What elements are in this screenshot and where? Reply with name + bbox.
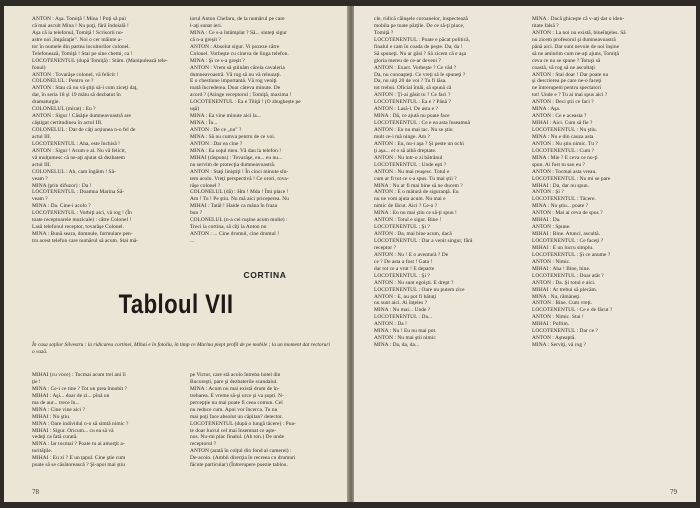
text-line: Da, nu cunoaşteţi. Ce vreţi să le spuneţi ? — [374, 71, 466, 78]
text-line: MIHAI : Ar trebui să plecăm. — [532, 286, 598, 293]
text-line: MIHAI : Da. — [532, 217, 561, 224]
text-line: toate receptoarele muzicale) : către Colonel ! — [32, 217, 132, 224]
text-line: LOCOTENENTUL : Nu mi se pare — [532, 175, 611, 182]
text-line: uşă) — [190, 106, 200, 113]
text-line: Colonel. Vorbeşte cu cineva de linga telefon. — [190, 50, 289, 57]
text-line: receptor ? — [374, 244, 396, 251]
text-line: ANTON : Nu sunt egoişti. E drept ? — [374, 279, 454, 286]
text-line: l-aţi sunat ieri. — [190, 22, 223, 29]
text-line: nimic de făcut. Aici ? Ce-o ? — [374, 203, 438, 210]
text-line: MINA : Da. Cine-i acolo ? — [32, 203, 91, 210]
page-number-right: 79 — [670, 488, 677, 496]
text-line: ANTON : Eu nu mai tac. Nu se ştiu — [374, 127, 453, 133]
text-line: Treci la cortina, să cîţi la Anton nu — [190, 224, 267, 231]
text-line: LOCOTENENTUL : Tăcere. — [532, 196, 596, 203]
text-line: MINA : Nu mai... Unde ? — [374, 307, 431, 314]
text-line: LOCOTENENTUL : Cum ? — [532, 147, 595, 154]
text-line: tot! Unde e ? Tu ai mai spus aici ? — [532, 92, 608, 99]
text-line: MINA : Să nu cumva pentru de ce voi. — [190, 133, 276, 140]
text-line: făcute particular) (Întrerupere poezie tablou. — [190, 462, 288, 469]
text-line: COLONELUL (n-a cei ruşine acum multe) : — [190, 217, 288, 224]
text-line: acord ? (Atinge receptorul ; Tomiţă, maxima ! — [190, 92, 292, 99]
text-line: MINA : Bună seara, domnule, formulare pen- — [32, 231, 133, 238]
text-line: Telefonează, Tomiţă ! Stai pe sine chemi, ca ! — [32, 50, 133, 57]
text-line: MIHAI (cu voce) : Tocmai acum trei ani îi — [32, 372, 126, 378]
text-line: nu ne vom ajuta acum. Nu mai e — [374, 196, 446, 203]
text-line: actul III. — [32, 161, 52, 168]
text-line: ANTON : Tovarăşe colonel, vă felicit ! — [32, 71, 119, 78]
text-line: iorul Anton Chefaru, de la numărul pe care — [190, 16, 285, 22]
text-line: spun. Ai fost tu sau eu ? — [532, 161, 585, 168]
text-line: LOCOTENENTUL : Doamna Marina Să- — [32, 189, 125, 196]
text-line: tot trebui. Oficial întâi, să spună că — [374, 85, 452, 92]
text-line: ANTON : E, nu pot fi bătuţi — [374, 293, 437, 300]
text-line: ANTON : Da. Şi totul e aici. — [532, 279, 596, 286]
text-line: ne întrerupem pentru spectatori — [532, 85, 602, 92]
text-line: ANTON : Aşa. Tomiţă ! Mina ! Poţi să pui — [32, 16, 126, 22]
text-line: MINA : Da, da, da... — [374, 342, 420, 349]
text-line: veam ? — [32, 175, 48, 182]
text-line: MINA : Iar tocmai ? Poate tu ai amorţit a- — [32, 441, 125, 448]
text-line: tor în numele din partea locuitorilor colonel. — [32, 43, 130, 50]
text-line: veam ? — [32, 196, 48, 203]
text-line: ANTON : Deci ştii ce faci ? — [532, 99, 594, 106]
text-line: ANTON : Vrem să ştiinăm căreia cavaleria — [190, 64, 285, 71]
text-line: Tomiţă ? — [374, 29, 394, 36]
text-line: LOCOTENENTUL : Ce e ea asta înseamnă — [374, 120, 470, 127]
text-line: MIHAI : Da, dar nu spun. — [532, 182, 590, 189]
text-line: mult ce-i mă ninge. Am ? — [374, 133, 430, 140]
text-line: MIHAI (răspuns) : Tovarăşe, eu... eu nu... — [190, 154, 283, 161]
text-line: ANTON : Da, mai bine acum, dacă — [374, 231, 452, 238]
text-line: actul III. — [32, 133, 52, 140]
text-line: MIHAI : Bine. Atunci, ascultă. — [532, 231, 601, 238]
text-line: LOCOTENENTUL : Ea e Tiliţă ! (O zbughește pe — [190, 99, 301, 106]
text-line: MINA : Ce-i ce tine ? Tot un prea înnobit ? — [32, 385, 128, 392]
text-line: nu servim de protecţia dumneavoastră. — [190, 161, 276, 168]
text-line: MIHAI : Aşi... doar de zi... pînă un — [32, 392, 110, 399]
left-page — [4, 6, 348, 502]
tablou-title: Tabloul VII — [118, 289, 234, 319]
text-line: ANTON : ... Cine drumul, cine drumul ! — [190, 231, 280, 238]
text-line: MINA : Serviţi, vă rog ? — [532, 342, 586, 349]
text-line: ANTON : Da ! — [374, 321, 407, 328]
text-line: ANTON : Spune. — [532, 224, 571, 231]
text-line: răşe colonel ? — [190, 182, 221, 189]
text-line: ANTON : Dar ea cine ? — [190, 140, 243, 147]
text-line: ANTON : Stai doar ! Dar poate nu — [532, 71, 609, 78]
text-line: MIHAI : Poftim. — [532, 321, 570, 328]
text-line: mobila pe toate părţile. De ce să-ţi place, — [374, 22, 465, 29]
text-line: MINA : Dacă ghiceşte că v-aţi dat o iden- — [532, 16, 625, 22]
text-line: LOCOTENENTUL : Aha, este închisă ! — [32, 140, 121, 147]
text-line: bun ? — [190, 210, 203, 217]
text-line: LOCOTENENTUL : Doar atât ? — [532, 272, 604, 279]
text-line: tru acest telefon care numărul să acum. Stai mă- — [32, 238, 139, 244]
left-page-column-1 — [32, 16, 182, 266]
text-line: ANTON : Bine. Cum vreţi. — [532, 300, 593, 307]
text-line: tem acolo. Vreţi perspectivă ! Ce orori, tova- — [190, 175, 289, 182]
cortina-heading: CORTINA — [243, 270, 287, 280]
left-page-bottom-column-1 — [32, 372, 182, 468]
text-line: LOCOTENENTUL : Vorbiţi aici, vă rog ! (În — [32, 210, 132, 217]
text-line: LOCOTENENTUL : Ea e ? Până ? — [374, 99, 451, 106]
text-line: LOCOTENENTUL : Da... — [374, 314, 433, 321]
text-line: ANTON : Ce e aceasta ? — [532, 113, 587, 120]
text-line: LOCOTENENTUL : Ce faceţi ? — [532, 238, 604, 244]
text-line: Să spuneţi. Nu ar găsi ? Să zicem că e aşa — [374, 50, 467, 57]
text-line: ANTON : Sigur ! Acum e al. Nu vă felicit, — [32, 147, 127, 154]
stage-directions: În casa soţilor Silvestru : la ridicarea cortinei, Mihai e în fotoliu, în timp ce Marina piept profil de pe mobile ; la un moment dat rectoruri o vază. — [32, 342, 330, 355]
text-line: ţi aşa... el o să aibă dreptate. — [374, 147, 437, 154]
text-line: MIHAI : Sigur. Oricum... cu ea să vă — [32, 427, 114, 434]
text-line: COLONELUL : Pentru ce ? — [32, 78, 94, 85]
text-line: ANTON : Totul e sigur. Bine ! — [374, 217, 442, 224]
text-line: nu sunt aici. Ai înţeles ? — [374, 300, 428, 307]
text-line: fonul) — [32, 64, 46, 71]
text-line: Am ! Tu ! Pe ştiu. Nu mă aici priceperea. Nu — [190, 196, 289, 203]
text-line: finalul e cam în coada de peşte. Da, da ! — [374, 43, 463, 50]
text-line: ţie ! — [32, 378, 41, 385]
text-line: câştigat certitudinea în actul III. — [32, 120, 103, 127]
text-line: E o chestiune importantă. Vă rog veniţi — [190, 78, 277, 85]
text-line: trebarea. E vreme să-şi urce şi va șopti. N- — [190, 392, 284, 399]
text-line: mai poţi face absolut un căpitan? detector. — [190, 413, 284, 420]
text-line: ma de aur... trece în... — [32, 399, 80, 406]
text-line: titate falsă ? — [532, 22, 559, 29]
text-line: ... — [190, 238, 195, 244]
text-line: şi descrierea pe care ne-o faceţi — [532, 78, 602, 85]
left-page-column-2 — [190, 16, 340, 244]
text-line: Lasă telefonul receptor, tovarăşe Colonel. — [32, 224, 124, 231]
text-line: ANTON : Nu mai reuşesc. Totul e — [374, 168, 450, 175]
text-line: ANTON : Mai ai ceva de spus ? — [532, 210, 603, 217]
right-page-column-1 — [374, 16, 526, 482]
text-line: MINA : Nu ştiu... poate ? — [532, 203, 589, 210]
text-line: MIHAI : E un lucru simplu. — [532, 244, 594, 251]
text-line: coastă, vă rog să ne ascultaţi — [532, 64, 595, 71]
text-line: COLONELUL (mirat) : Eu ? — [32, 106, 96, 113]
text-line: LOCOTENENTUL : Şi ce anume ? — [532, 251, 611, 258]
text-line: ANTON : De ce „nu" ? — [190, 127, 242, 133]
text-line: LOCOTENENTUL (după o lungă tăcere) : Poa- — [190, 420, 296, 427]
text-line: MINA : Oare individul n-o să simtă nimic ? — [32, 420, 129, 427]
text-line: ANTON : Lasă-l. De asta e ? — [374, 106, 438, 113]
text-line: MINA : Nu ar fi mai bine să ne ducem ? — [374, 182, 463, 189]
right-page-column-2 — [532, 16, 684, 482]
text-line: MINA : Ea vine minute aici la... — [190, 113, 261, 120]
text-line: dar, în seria 18 şi 19 mătu să dezbatut în — [32, 92, 121, 99]
text-line: gloria mereu de ce-ar deveni ? — [374, 57, 441, 64]
text-line: cle, ridică căluşele coroanelor, inspectează — [374, 16, 468, 22]
text-line: MIHAI : Eu zi ? E un ţapul. Cine ştie cum — [32, 455, 126, 462]
text-line: dar tot ce a vrut ! E departe — [374, 265, 435, 272]
text-line: torităţile. — [32, 448, 53, 455]
text-line: ANTON : Nu ! E o aventură ? De — [374, 251, 449, 258]
text-line: MINA : Nu e din cauza asta — [532, 133, 594, 140]
text-line: MINA : Acum nu mai există drum de în- — [190, 385, 280, 392]
text-line: MIHAI : Aha ! Bine, bine. — [532, 265, 591, 272]
text-line: De-acolo. (Ambii direcţia în recreea cu drumuri — [190, 455, 296, 462]
text-line: ANTON : Absolut sigur. Vi pozeze către — [190, 43, 280, 50]
text-line: ANTON : Şi ? — [532, 189, 564, 196]
text-line: LOCOTENENTUL (după Tomiţă) : Stăm. (Manipulează tele- — [32, 57, 168, 64]
text-line: COLONELUL : Dar de câţi acţiunea n-o fel de — [32, 127, 136, 133]
text-line: nu zicem profesorul şi dumneavoastră — [532, 36, 616, 43]
text-line: receptorul ? — [190, 441, 217, 448]
text-line: percepţie nu mai poate fi ceea comun. Cel — [190, 399, 283, 406]
text-line: ANTON : Exact. Vorbeşte ? Ce văd ? — [374, 64, 457, 71]
text-line: că n-a greşit ? — [190, 36, 221, 43]
text-line: MIHAI : Aici. Cum să fie ? — [532, 120, 593, 127]
text-line: COLONELUL : Ah, cam îngăim ! Să- — [32, 168, 116, 175]
text-line: dumneavoastră. Vă rog să nu vă rehuzaţi. — [190, 71, 282, 78]
text-line: Da, nu uiţi 20 de voi ? Tu fi lăsa. — [374, 78, 447, 85]
text-line: cum ar fi tot ce s-a spus. Tu mai știi ? — [374, 175, 457, 182]
text-line: LOCOTENENTUL : Dar a venit singur, fără — [374, 238, 473, 244]
text-line: LOCOTENENTUL : Nu ştiu. — [532, 127, 598, 133]
text-line: că mai ascult Mina ! Nu poţi, fără îndoială ! — [32, 22, 129, 29]
text-line: ANTON : E o mătură de siguranţă. Eu — [374, 189, 459, 196]
text-line: ANTON (arată în colţul din fond al camerei) : — [190, 448, 292, 455]
text-line: dramaturgie. — [32, 99, 60, 106]
text-line: MINA : Ce s-a întâmplat ? Să... sinteţi sigur — [190, 29, 288, 36]
text-line: ANTON : Nimic. — [532, 258, 571, 265]
left-page-bottom-column-2 — [190, 372, 340, 468]
text-line: ANTON : Nu ştiu nimic. Tu ? — [532, 140, 598, 147]
text-line: ANTON : Sigur ! Căsăţie dumneavoastră are — [32, 113, 131, 120]
text-line: MINA (prin difuzor) : Da ! — [32, 182, 92, 189]
text-line: toată încrederea. Doar câteva minute. De — [190, 85, 281, 92]
text-line: ANTON : Nu intr-o zi bătrânul — [374, 154, 443, 161]
text-line: MINA : Mie ? E ceva ce nu-ţi — [532, 154, 598, 161]
text-line: MINA : Şi ce s-a greşit ? — [190, 57, 245, 64]
text-line: MINA : Dă, ce ajută nu poate face — [374, 113, 450, 120]
text-line: MIHAI : Tatăl ! Haide ca mâna în fraza — [190, 203, 278, 210]
open-book — [4, 6, 696, 502]
text-line: ANTON : Ţi-ai găsit tu ? Ce faci ? — [374, 92, 451, 99]
text-line: MINA : Eu nu mai ştiu ce să-ţi spun ! — [374, 210, 457, 217]
text-line: poate să se căsătorească ? Şi-apoi mai ştiu — [32, 462, 126, 469]
text-line: ceva ce nu se spune ? Totuşi să — [532, 57, 601, 64]
text-line: Bucureşti, pare şi dezbaterile scandalul. — [190, 378, 278, 385]
text-line: astre noi ,împăraţie". Noi o cer mâinte a- — [32, 36, 123, 43]
right-page — [354, 6, 696, 502]
text-line: Aşa că ia telefonul, Tomiţă ! Scrisorii no- — [32, 29, 124, 36]
text-line: vă mulţumesc că ne-aţi ajutat să dezbatem — [32, 154, 126, 161]
text-line: pe Victor, care stă acolo întreba hotel din — [190, 372, 281, 378]
text-line: COLONELUL (dă) : Hm ! Mda ! Îmi place ! — [190, 189, 289, 196]
text-line: LOCOTENENTUL : Şi ? — [374, 272, 430, 279]
text-line: MINA : Nu, rămâneţi. — [532, 293, 581, 300]
text-line: să ne amintim cum ne-aţi ajuns, Tomiţă — [532, 50, 619, 57]
text-line: ANTON : Eu, nu-i aşa ? Şi peste un ochi — [374, 140, 464, 147]
text-line: LOCOTENENTUL : Ce e de făcut ? — [532, 307, 613, 314]
text-line: până aici. Dar sunt nevoie de noi înşine — [532, 43, 620, 50]
text-line: vedeţi ca fată curată. — [32, 434, 78, 441]
text-line: nos. Nu-mi plac finalul. (Ah ton.) De unde — [190, 434, 285, 441]
text-line: LOCOTENENTUL : Unde eşti ? — [374, 161, 447, 168]
text-line: ANTON : Nu mai ştii nimic — [374, 335, 436, 342]
text-line: LOCOTENENTUL : Şi ? — [374, 224, 430, 231]
text-line: ANTON : Aşteaptă. — [532, 335, 576, 342]
text-line: MINA : Nu ! Eu nu mai pot. — [374, 328, 437, 335]
text-line: ce ? De asta a fost ! Gata ! — [374, 258, 433, 265]
page-number-left: 78 — [32, 488, 39, 496]
text-line: MINA : În... — [190, 120, 218, 127]
text-line: ANTON : Staţi liniştiţi ! În cinci minute sîn- — [190, 168, 289, 175]
text-line: ANTON : La noi nu există, bineînţeles. Să — [532, 29, 626, 36]
text-line: MIHAI : Nu ştiu. — [32, 413, 71, 420]
text-line: ANTON : Nimic. Stai ! — [532, 314, 584, 321]
text-line: ANTON : Tocmai asta vreau. — [532, 168, 597, 175]
text-line: ANTON : Stau că nu vă ştiţi să-i cum ziceţi daţ, — [32, 85, 138, 92]
text-line: LOCOTENENTUL : Dar ce ? — [532, 328, 598, 335]
text-line: LOCOTENENTUL : Oare nu putem zice — [374, 286, 465, 293]
text-line: te doar lucrul cel mai însemnat ce aşte- — [190, 427, 277, 434]
text-line: MINA : Ea soţul meu. Vă dau la telefon ! — [190, 147, 282, 154]
text-line: nu reduce cum. Apoi vor încerca. Tu nu — [190, 406, 278, 413]
text-line: MINA : Cine vine aici ? — [32, 406, 86, 413]
text-line: MINA : Aşa. — [532, 106, 561, 113]
text-line: LOCOTENENTUL : Poate e păcat politică, — [374, 36, 471, 43]
